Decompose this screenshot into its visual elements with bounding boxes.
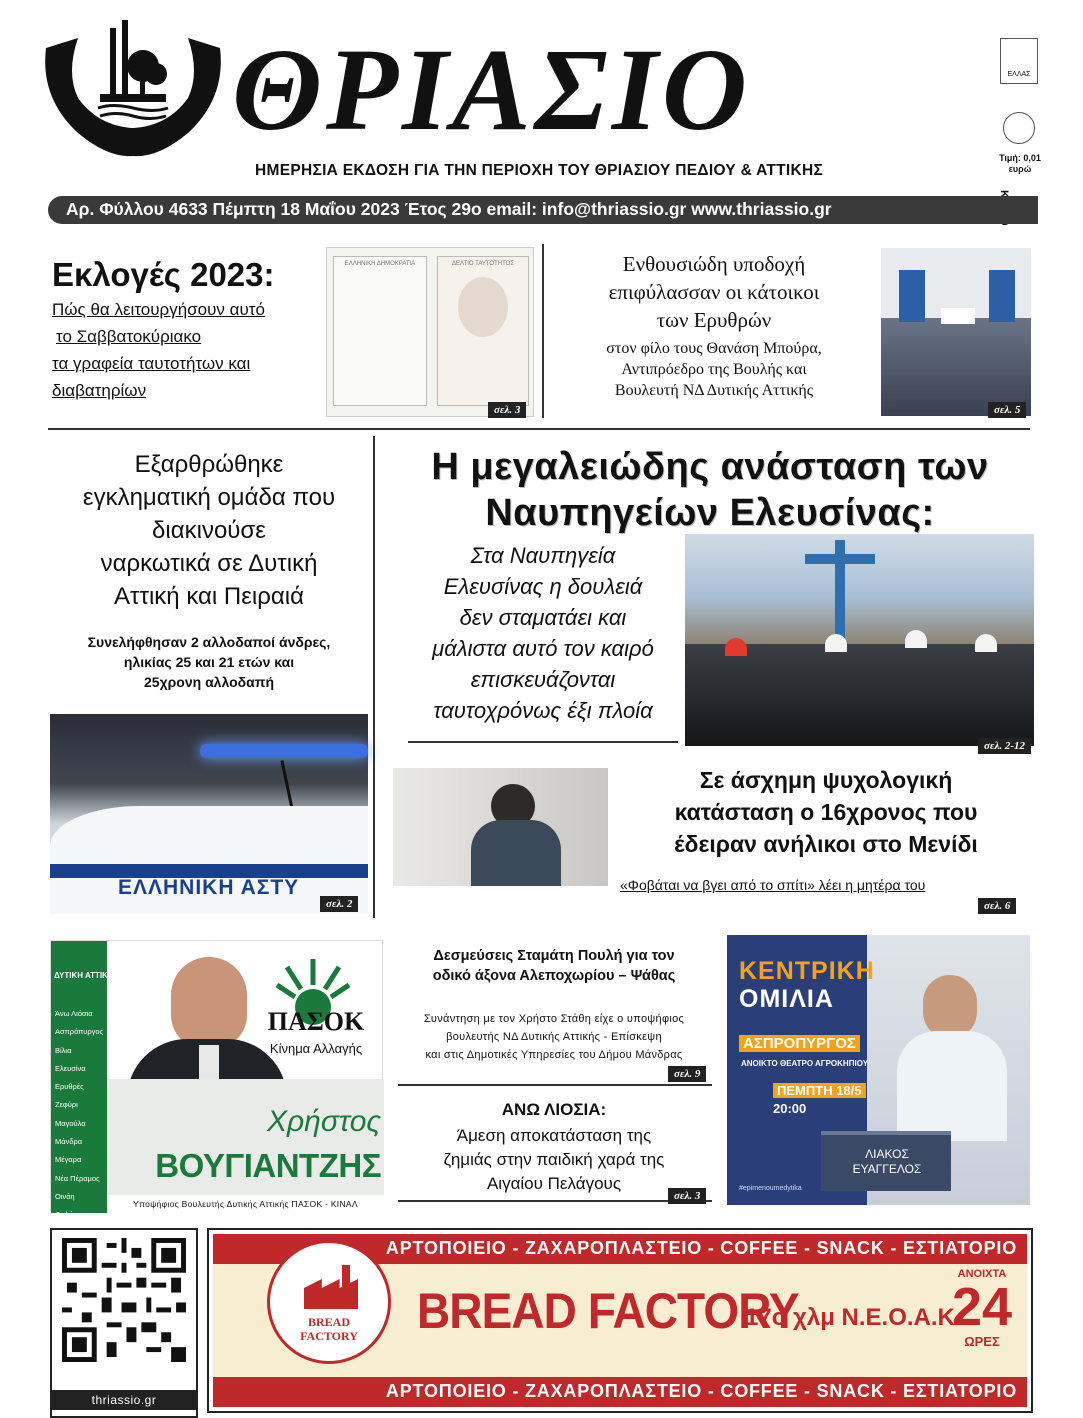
menidi-headline-3: έδειραν ανήλικοι στο Μενίδι — [674, 831, 978, 857]
qr-label: thriassio.gr — [52, 1390, 196, 1410]
pasok-town: Βίλια — [55, 1045, 72, 1055]
menidi-quote-link[interactable]: «Φοβάται να βγει από το σπίτι» λέει η μητέρα του — [620, 877, 926, 893]
speaker-name — [839, 1147, 935, 1177]
drugs-headline-1: Εξαρθρώθηκε — [134, 451, 284, 478]
shipyards-headline-2: Ναυπηγείων Ελευσίνας: — [485, 492, 935, 534]
bread-hours-unit: ΩΡΕΣ — [964, 1334, 1000, 1349]
pasok-party: ΠΑΣΟΚ — [267, 1007, 365, 1036]
liosia-headline — [395, 1124, 713, 1196]
bread-top-text: ΑΡΤΟΠΟΙΕΙΟ - ΖΑΧΑΡΟΠΛΑΣΤΕΙΟ - COFFEE - SNACK - ΕΣΤΙΑΤΟΡΙΟ — [385, 1238, 1017, 1258]
bread-bottom-text: ΑΡΤΟΠΟΙΕΙΟ - ΖΑΧΑΡΟΠΛΑΣΤΕΙΟ - COFFEE - SNACK - ΕΣΤΙΑΤΟΡΙΟ — [385, 1381, 1017, 1401]
drugs-headline-2: εγκληματική ομάδα που — [82, 484, 336, 511]
pasok-town: Μάνδρα — [55, 1137, 83, 1147]
speech-time: 20:00 — [773, 1101, 807, 1116]
elections-line-2[interactable]: το Σαββατοκύριακο — [56, 327, 202, 346]
speech-venue: ΑΝΟΙΚΤΟ ΘΕΑΤΡΟ ΑΓΡΟΚΗΠΙΟΥ — [741, 1059, 869, 1068]
price — [990, 153, 1050, 175]
menidi-headline-1: Σε άσχημη ψυχολογική — [699, 767, 953, 793]
bread-logo — [267, 1240, 391, 1364]
pasok-footer: Υποψήφιος Βουλευτής Δυτικής Αττικής ΠΑΣΟΚ - ΚΙΝΑΛ — [107, 1195, 384, 1213]
bread-factory-ad[interactable] — [207, 1228, 1033, 1413]
pasok-town: Άνω Λιόσια — [55, 1009, 93, 1018]
car-text: ΕΛΛΗΝΙΚΗ ΑΣΤΥ — [118, 876, 300, 899]
pasok-town: Ζεφύρι — [55, 1100, 78, 1110]
elections-line-4[interactable]: διαβατηρίων — [52, 381, 147, 400]
pasok-town: Ερυθρές — [55, 1082, 84, 1092]
liosia-headline-1: Άμεση αποκατάσταση της — [456, 1126, 652, 1145]
pasok-sun-icon — [275, 955, 351, 1007]
menidi-headline — [615, 764, 1037, 860]
commitments-headline-1: Δεσμεύσεις Σταμάτη Πουλή για τον — [433, 948, 675, 964]
speech-line2: ΟΜΙΛΙΑ — [739, 985, 834, 1013]
divider — [373, 436, 375, 918]
erythres-sub-3: Βουλευτή ΝΔ Δυτικής Αττικής — [614, 382, 814, 399]
liosia-kicker: ΑΝΩ ΛΙΟΣΙΑ: — [501, 1100, 607, 1119]
drugs-sub — [50, 632, 368, 692]
pasok-town: Φυλή — [55, 1210, 74, 1220]
shipyards-headline-1: Η μεγαλειώδης ανάσταση των — [431, 446, 989, 488]
speech-ad[interactable] — [727, 935, 1030, 1205]
menidi-quote — [620, 877, 925, 893]
pasok-region: ΔΥΤΙΚΗ ΑΤΤΙΚΗ — [54, 971, 114, 980]
speech-hashtag: #epimenoumedytika — [739, 1185, 802, 1192]
menidi-headline-2: κατάσταση ο 16χρονος που — [674, 799, 978, 825]
stamp-text: ΕΛΛΑΣ — [1007, 71, 1031, 78]
bread-logo-line2: FACTORY — [300, 1329, 358, 1343]
pasok-town: Μαγούλα — [55, 1118, 86, 1128]
commitments-body-3: και στις Δημοτικές Υπηρεσίες του Δήμου Μάνδρας — [425, 1049, 683, 1061]
divider — [542, 244, 544, 418]
price-label: Τιμή: 0,01 — [999, 153, 1041, 163]
shipyards-sub-3: δεν σταματάει και — [459, 605, 627, 630]
candidate-last-name: ΒΟΥΓΙΑΝΤΖΗΣ — [155, 1147, 381, 1184]
commitments-body — [395, 1010, 713, 1064]
bread-hours — [949, 1268, 1015, 1349]
commitments-headline — [395, 946, 713, 986]
erythres-headline-2: επιφύλασσαν οι κάτοικοι — [608, 280, 820, 304]
pasok-town: Νέα Πέραμος — [55, 1173, 100, 1183]
passport-doc — [333, 256, 427, 406]
hands-logo-icon — [38, 8, 228, 158]
shipyards-sub-1: Στα Ναυπηγεία — [470, 543, 616, 568]
shipyards-sub-6: ταυτοχρόνως έξι πλοία — [433, 698, 653, 723]
liosia-headline-3: Αιγαίου Πελάγους — [486, 1174, 622, 1193]
bread-location: 17ο χλμ Ν.Ε.Ο.Α.Κ. — [745, 1304, 962, 1331]
pasok-party-sub: Κίνημα Αλλαγής — [269, 1041, 363, 1056]
police-car-photo — [50, 714, 368, 914]
name-panel — [107, 1079, 384, 1213]
erythres-headline — [555, 250, 873, 334]
drugs-headline-5: Αττική και Πειραιά — [114, 583, 304, 610]
pasok-towns — [55, 1005, 103, 1225]
issue-bar — [48, 196, 1038, 224]
erythres-sub-2: Αντιπρόεδρο της Βουλής και — [621, 361, 807, 378]
qr-box[interactable] — [50, 1228, 198, 1418]
event-photo — [881, 248, 1031, 416]
drugs-sub-1: Συνελήφθησαν 2 αλλοδαποί άνδρες, — [87, 634, 331, 650]
elections-line-1[interactable]: Πώς θα λειτουργήσουν αυτό — [52, 300, 265, 319]
drugs-sub-2: ηλικίας 25 και 21 ετών και — [123, 654, 295, 670]
shipyards-sub-4: μάλιστα αυτό τον καιρό — [432, 636, 654, 661]
speech-place: ΑΣΠΡΟΠΥΡΓΟΣ — [739, 1035, 860, 1052]
page-tag: σελ. 3 — [488, 402, 526, 418]
shipyards-sub-5: επισκευάζονται — [470, 667, 616, 692]
speaker-shirt — [897, 1031, 1007, 1141]
shipyards-sub-2: Ελευσίνας η δουλειά — [443, 574, 643, 599]
bread-logo-line1: BREAD — [307, 1315, 350, 1329]
divider — [48, 428, 1030, 430]
elections-lines — [52, 296, 322, 404]
divider — [398, 1200, 712, 1202]
seal-icon — [1003, 112, 1035, 144]
masthead-title: ΘΡΙΑΣΙΟ — [232, 24, 751, 155]
bread-logo-text — [270, 1315, 388, 1343]
divider — [408, 741, 678, 743]
erythres-headline-1: Ενθουσιώδη υποδοχή — [622, 252, 806, 276]
bread-name: BREAD FACTORY — [417, 1283, 799, 1339]
elections-line-3[interactable]: τα γραφεία ταυτοτήτων και — [52, 354, 251, 373]
pasok-town: Ελευσίνα — [55, 1063, 86, 1073]
drugs-sub-3: 25χρονη αλλοδαπή — [144, 674, 274, 690]
commitments-headline-2: οδικό άξονα Αλεποχωρίου – Ψάθας — [432, 968, 676, 984]
shipyard-visit-photo — [685, 534, 1034, 746]
page-tag: σελ. 5 — [988, 402, 1026, 418]
divider — [398, 1084, 712, 1086]
erythres-headline-3: των Ερυθρών — [656, 308, 772, 332]
qr-code-icon — [62, 1238, 186, 1362]
erythres-sub — [555, 338, 873, 401]
speaker-first: ΛΙΑΚΟΣ — [865, 1147, 909, 1161]
drugs-headline-3: διακινούσε — [152, 517, 266, 544]
id-card-doc — [437, 256, 529, 406]
drugs-headline-4: ναρκωτικά σε Δυτική — [100, 550, 318, 577]
erythres-sub-1: στον φίλο τους Θανάση Μπούρα, — [606, 340, 822, 357]
page-tag: σελ. 3 — [668, 1188, 706, 1204]
page-tag: σελ. 2 — [320, 896, 358, 912]
pasok-town: Ασπρόπυργος — [55, 1027, 104, 1037]
elections-title: Εκλογές 2023: — [52, 256, 275, 293]
masthead-subtitle: ΗΜΕΡΗΣΙΑ ΕΚΔΟΣΗ ΓΙΑ ΤΗΝ ΠΕΡΙΟΧΗ ΤΟΥ ΘΡΙΑΣΙΟΥ ΠΕΔΙΟΥ & ΑΤΤΙΚΗΣ — [255, 162, 824, 179]
shipyards-sub — [398, 540, 688, 726]
postage-stamp — [1000, 38, 1038, 84]
doc-left-header: ΕΛΛΗΝΙΚΗ ΔΗΜΟΚΡΑΤΙΑ — [344, 261, 416, 267]
id-documents-photo — [326, 247, 534, 417]
price-unit: ευρώ — [1008, 164, 1032, 174]
speech-date: ΠΕΜΠΤΗ 18/5 — [773, 1083, 866, 1098]
bread-hours-number: 24 — [951, 1277, 1013, 1337]
pasok-town: Μέγαρα — [55, 1155, 82, 1165]
pasok-ad[interactable] — [50, 940, 383, 1220]
page-tag: σελ. 9 — [668, 1066, 706, 1082]
bread-open-label: ΑΝΟΙΧΤΑ — [957, 1268, 1007, 1280]
pasok-town: Οινόη — [55, 1191, 75, 1201]
page-tag: σελ. 6 — [978, 898, 1016, 914]
teen-photo — [393, 768, 608, 886]
commitments-body-1: Συνάντηση με τον Χρήστο Στάθη είχε ο υποψήφιος — [423, 1013, 685, 1025]
page-tag: σελ. 2-12 — [978, 738, 1031, 754]
speaker-head — [923, 975, 977, 1039]
liosia-headline-2: ζημιάς στην παιδική χαρά της — [443, 1150, 665, 1169]
shipyards-headline — [380, 444, 1040, 536]
issue-line: Αρ. Φύλλου 4633 Πέμπτη 18 Μαΐου 2023 Έτος 29ο email: info@thriassio.gr www.thriassio.gr — [66, 199, 832, 219]
candidate-first-name: Χρήστος — [266, 1105, 381, 1138]
speech-line1: ΚΕΝΤΡΙΚΗ — [739, 957, 875, 985]
drugs-headline — [50, 448, 368, 613]
speaker-last: ΕΥΑΓΓΕΛΟΣ — [852, 1162, 922, 1176]
doc-right-header: ΔΕΛΤΙΟ ΤΑΥΤΟΤΗΤΟΣ — [451, 261, 515, 267]
commitments-body-2: βουλευτής ΝΔ Δυτικής Αττικής - Επίσκεψη — [446, 1031, 662, 1043]
factory-icon — [304, 1265, 358, 1309]
